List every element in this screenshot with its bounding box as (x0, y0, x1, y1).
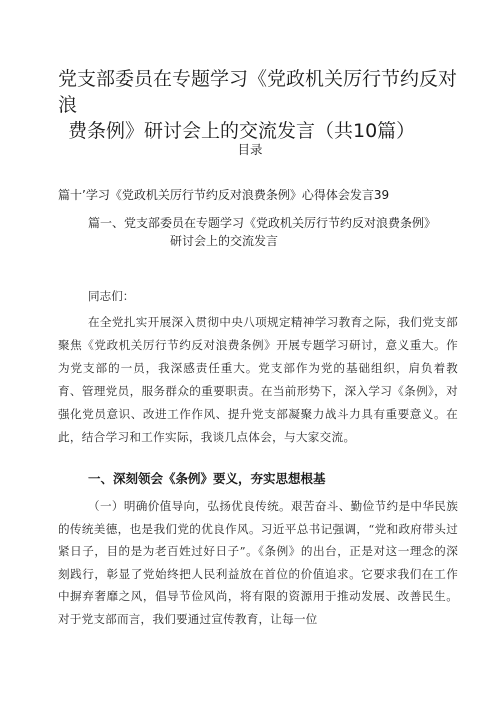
title-line-2: 费条例》研讨会上的交流发言（共10篇） (68, 120, 416, 142)
toc-heading: 目录 (237, 142, 263, 157)
body-paragraph: 在全党扎实开展深入贯彻中央八项规定精神学习教育之际，我们党支部聚焦《党政机关厉行节约反对浪费条例》开展专题学习研讨，意义重大。作为党支部的一员，我深感责任重大。党支部作为党的基础组织，肩负着教育、管理党员，服务群众的重要职责。在当前形势下，深入学习《条例》，对强化党员意识、改进工作作风、提升党支部凝聚力战斗力具有重要意义。在此，结合学习和工作实际，我谈几点体会，与大家交流。 (58, 315, 458, 444)
toc-entry[interactable]: 篇十’学习《党政机关厉行节约反对浪费条例》心得体会发言39 (58, 188, 390, 202)
toc-entry-continuation[interactable]: 研讨会上的交流发言 (170, 234, 279, 248)
document-title (58, 66, 458, 144)
salutation: 同志们： (88, 289, 135, 303)
title-line-1: 党支部委员在专题学习《党政机关厉行节约反对浪 (58, 68, 458, 116)
body-paragraph: （一）明确价值导向，弘扬优良传统。艰苦奋斗、勤俭节约是中华民族的传统美德，也是我们党的优良作风。习近平总书记强调，“党和政府带头过紧日子，目的是为老百姓过好日子”。《条例》的出台，正是对这一理念的深刻践行，彰显了党始终把人民利益放在首位的价值追求。它要求我们在工作中摒弃奢靡之风，倡导节俭风尚，将有限的资源用于推动发展、改善民生。对于党支部而言，我们要通过宣传教育，让每一位 (58, 499, 458, 626)
section-heading: 一、深刻领会《条例》要义，夯实思想根基 (88, 471, 326, 486)
toc-entry[interactable]: 篇一、党支部委员在专题学习《党政机关厉行节约反对浪费条例》 (88, 216, 437, 230)
